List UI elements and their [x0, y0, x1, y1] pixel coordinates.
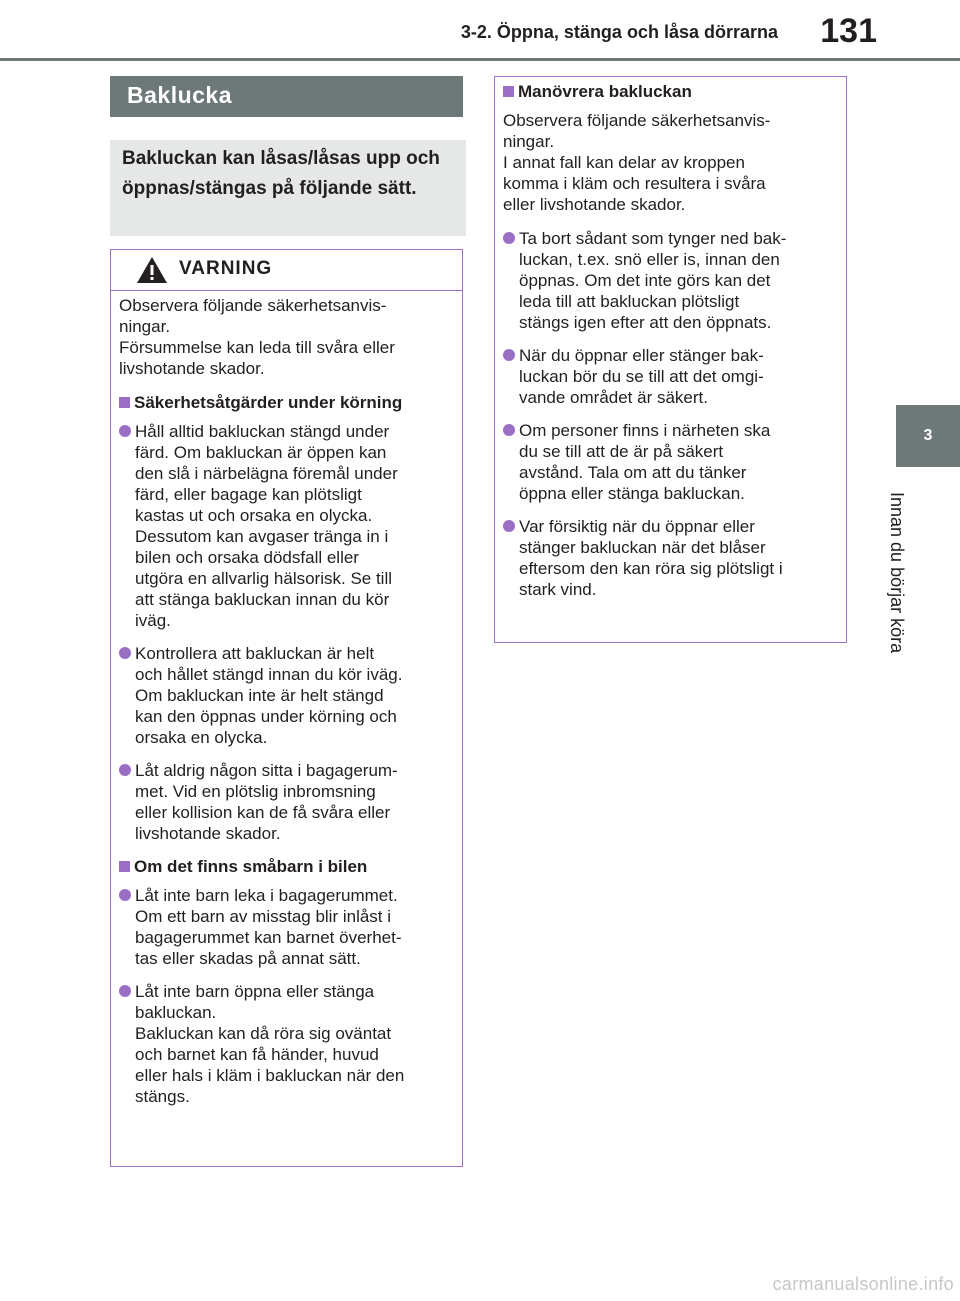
list-item: Om personer finns i närheten ska du se till att de är på säkert avstånd. Tala om att du tänker öppna eller stänga bakluckan.: [503, 420, 836, 504]
warning-body-left: [111, 291, 462, 1107]
chapter-tab: [896, 405, 960, 467]
warning-title: VARNING: [179, 258, 273, 279]
warning-intro: Observera följande säkerhetsanvis- ningar. Försummelse kan leda till svåra eller livshotande skador.: [119, 296, 395, 378]
section-title: Baklucka: [110, 76, 463, 117]
list-item: Låt aldrig någon sitta i bagagerum- met. Vid en plötslig inbromsning eller kollision kan de få svåra eller livshotande skador.: [119, 760, 452, 844]
list-item: När du öppnar eller stänger bak- luckan bör du se till att det omgi- vande området är säkert.: [503, 345, 836, 408]
warning-intro: Observera följande säkerhetsanvis- ningar. I annat fall kan delar av kroppen komma i kläm och resultera i svåra eller livshotande skador.: [503, 111, 771, 214]
list-item: Var försiktig när du öppnar eller stänger bakluckan när det blåser eftersom den kan röra sig plötsligt i stark vind.: [503, 516, 836, 600]
warning-body-right: [495, 77, 846, 600]
subheading-driving-safety: Säkerhetsåtgärder under körning: [119, 392, 452, 413]
subheading-operating-tailgate: Manövrera bakluckan: [503, 81, 836, 102]
warning-header: [111, 250, 462, 291]
chapter-number: 3: [923, 427, 933, 444]
warning-box-right: [494, 76, 847, 643]
list-item: Ta bort sådant som tynger ned bak- luckan, t.ex. snö eller is, innan den öppnas. Om det inte görs kan det leda till att bakluckan plötsligt stängs igen efter att den öppnats.: [503, 228, 836, 333]
list-item: Låt inte barn öppna eller stänga bakluckan. Bakluckan kan då röra sig oväntat och barnet kan få händer, huvud eller hals i kläm i bakluckan när den stängs.: [119, 981, 452, 1107]
watermark: carmanualsonline.info: [772, 1274, 954, 1294]
intro-box: Bakluckan kan låsas/låsas upp och öppnas/stängas på följande sätt.: [110, 140, 466, 236]
subheading-small-children: Om det finns småbarn i bilen: [119, 856, 452, 877]
list-item: Kontrollera att bakluckan är helt och hållet stängd innan du kör iväg. Om bakluckan inte är helt stängd kan den öppnas under körning och orsaka en olycka.: [119, 643, 452, 748]
list-item: Låt inte barn leka i bagagerummet. Om ett barn av misstag blir inlåst i bagagerummet kan barnet överhet- tas eller skadas på annat sätt.: [119, 885, 452, 969]
list-item: Håll alltid bakluckan stängd under färd. Om bakluckan är öppen kan den slå i närbelägna föremål under färd, eller bagage kan plötsligt kastas ut och orsaka en olycka. Dessutom kan avgaser tränga in i bilen och orsaka dödsfall eller utgöra en allvarlig hälsorisk. Se till att stänga bakluckan innan du kör iväg.: [119, 421, 452, 631]
header-rule: [0, 58, 960, 61]
warning-triangle-icon: [136, 256, 168, 284]
warning-box-left: [110, 249, 463, 1167]
page-number: 131: [820, 12, 877, 50]
running-header: 3-2. Öppna, stänga och låsa dörrarna: [460, 22, 778, 42]
chapter-label: Innan du börjar köra: [887, 492, 907, 654]
